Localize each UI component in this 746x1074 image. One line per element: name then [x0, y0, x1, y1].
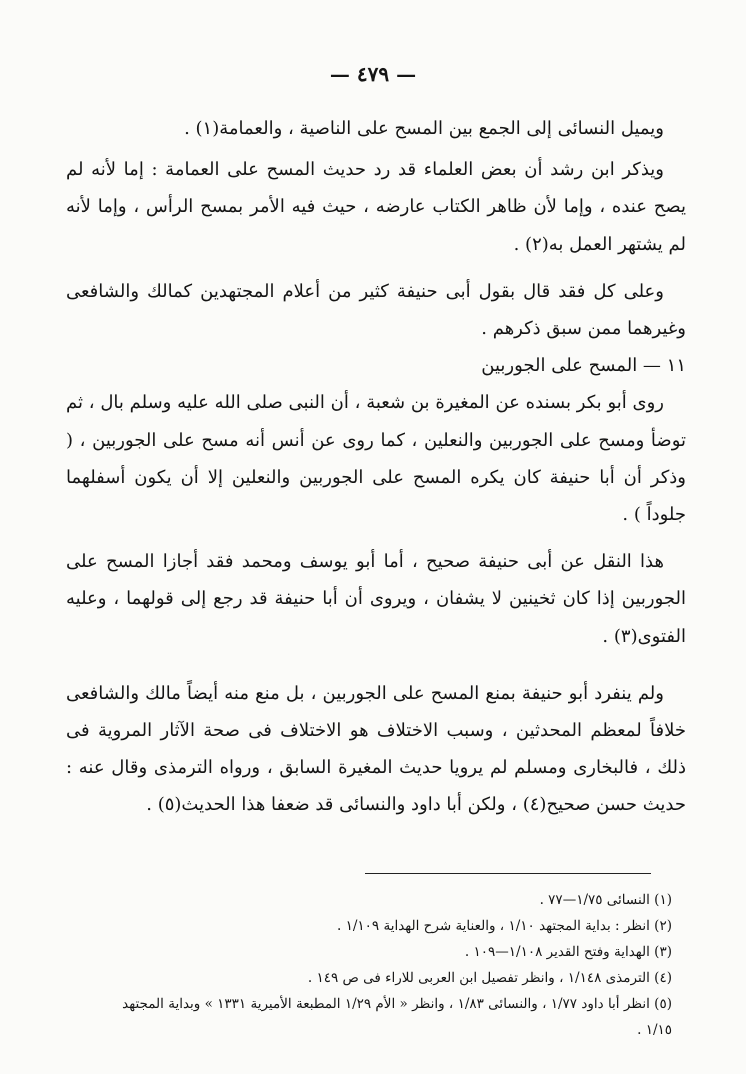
paragraph-6: ولم ينفرد أبو حنيفة بمنع المسح على الجوربين ، بل منع منه أيضاً مالك والشافعى خلافاً لمعظم المحدثين ، وسبب الاختلاف هو الاختلاف فى صحة الآثار المروية فى ذلك ، فالبخارى ومسلم لم يرويا حديث المغيرة السابق ، ورواه الترمذى وقال عنه : حديث حسن صحيح(٤) ، ولكن أبا داود والنسائى قد ضعفا هذا الحديث(٥) . — [66, 682, 686, 816]
footnote-1: (١) النسائى ١/٧٥—٧٧ . — [539, 892, 672, 908]
paragraph-2: ويذكر ابن رشد أن بعض العلماء قد رد حديث المسح على العمامة : إما لأنه لم يصح عنده ، وإما لأن ظاهر الكتاب عارضه ، حيث فيه الأمر بمسح الرأس ، وإما لأنه لم يشتهر العمل به(٢) . — [66, 159, 686, 255]
paragraph-5: هذا النقل عن أبى حنيفة صحيح ، أما أبو يوسف ومحمد فقد أجازا المسح على الجوربين إذا كان ثخينين لا يشفان ، ويروى أن أبا حنيفة قد رجع إلى قولهما ، وعليه الفتوى(٣) . — [66, 551, 686, 647]
footnote-5: (٥) انظر أبا داود ١/٧٧ ، والنسائى ١/٨٣ ، وانظر « الأم ١/٢٩ المطبعة الأميرية ١٣٣١ » وبداية المجتهد ١/١٥ . — [122, 996, 672, 1038]
page-number: — ٤٧٩ — — [329, 62, 417, 86]
footnotes — [100, 887, 672, 1043]
paragraph-1: ويميل النسائى إلى الجمع بين المسح على الناصية ، والعمامة(١) . — [184, 118, 664, 139]
footnote-4: (٤) الترمذى ١/١٤٨ ، وانظر تفصيل ابن العربى للاراء فى ص ١٤٩ . — [307, 970, 672, 986]
footnote-3: (٣) الهداية وفتح القدير ١/١٠٨—١٠٩ . — [464, 944, 672, 960]
paragraph-4: روى أبو بكر بسنده عن المغيرة بن شعبة ، أن النبى صلى الله عليه وسلم بال ، ثم توضأ ومسح على الجوربين والنعلين ، كما روى عن أنس أنه مسح على الجوربين ، ( وذكر أن أبا حنيفة كان يكره المسح على الجوربين والنعلين إلا أن يكون أسفلهما جلوداً ) . — [66, 392, 686, 526]
main-text — [66, 110, 686, 824]
footnote-2: (٢) انظر : بداية المجتهد ١/١٠ ، والعناية شرح الهداية ١/١٠٩ . — [337, 918, 672, 934]
footnote-divider — [365, 873, 651, 874]
section-heading: ١١ — المسح على الجوربين — [481, 355, 686, 377]
paragraph-3: وعلى كل فقد قال بقول أبى حنيفة كثير من أعلام المجتهدين كمالك والشافعى وغيرهما ممن سبق ذكرهم . — [66, 280, 686, 340]
